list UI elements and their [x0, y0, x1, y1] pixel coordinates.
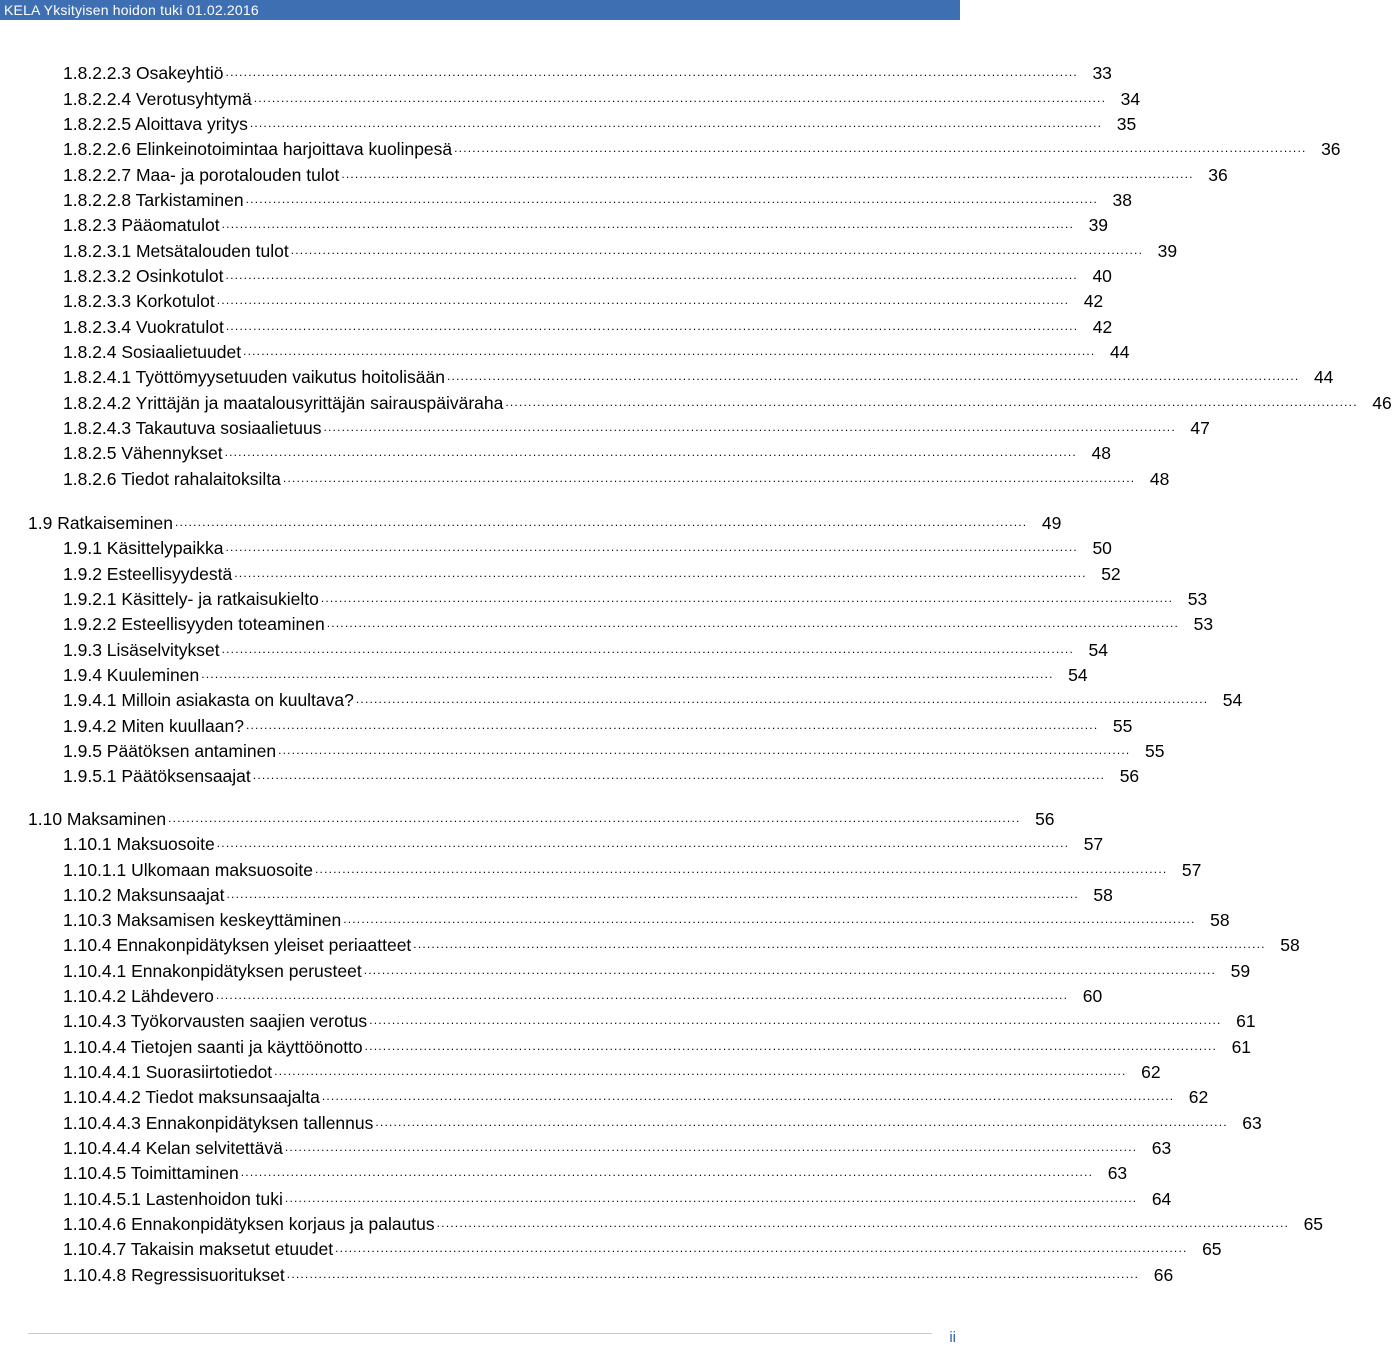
toc-entry-page: 63: [1151, 1138, 1172, 1158]
toc-entry[interactable]: [63, 1161, 1128, 1183]
toc-entry-label: 1.9.5 Päätöksen antaminen: [63, 741, 277, 761]
toc-entry-label: 1.8.2.2.4 Verotusyhtymä: [63, 89, 252, 109]
toc-entry-page: 46: [1372, 393, 1392, 413]
toc-entry-label: 1.10.1 Maksuosoite: [63, 834, 215, 854]
toc-entry-page: 57: [1181, 860, 1202, 880]
toc-entry-page: 48: [1091, 443, 1111, 463]
toc-entry-label: 1.10.4.3 Työkorvausten saajien verotus: [63, 1011, 368, 1031]
toc-entry-page: 44: [1109, 342, 1130, 362]
toc-entry[interactable]: [63, 188, 1133, 210]
toc-dot-leader: ............................................................................................................................................................................................: [240, 1165, 1094, 1179]
toc-entry-label: 1.9.2 Esteellisyydestä: [63, 564, 233, 584]
toc-dot-leader: ............................................................................................................................................................................................: [216, 836, 1070, 850]
toc-entry-label: 1.10.4.5 Toimittaminen: [63, 1163, 239, 1183]
toc-entry-page: 36: [1321, 139, 1341, 159]
toc-entry-page: 61: [1236, 1011, 1256, 1031]
toc-entry-label: 1.9.5.1 Päätöksensaajat: [63, 766, 251, 786]
toc-dot-leader: ............................................................................................................................................................................................: [341, 167, 1194, 181]
toc-entry-page: 66: [1153, 1265, 1174, 1285]
toc-entry[interactable]: [63, 112, 1137, 134]
toc-entry-label: 1.10.4.4 Tietojen saanti ja käyttöönotto: [63, 1037, 363, 1057]
toc-entry-page: 54: [1222, 690, 1243, 710]
toc-dot-leader: ............................................................................................................................................................................................: [201, 667, 1054, 681]
toc-entry[interactable]: [63, 1212, 1324, 1234]
toc-entry-label: 1.10.4.4.3 Ennakonpidätyksen tallennus: [63, 1113, 374, 1133]
toc-entry-page: 39: [1157, 241, 1178, 261]
toc-entry-page: 34: [1120, 89, 1141, 109]
toc-entry[interactable]: [63, 933, 1300, 955]
toc-entry[interactable]: [63, 1136, 1172, 1158]
toc-entry-page: 63: [1107, 1163, 1128, 1183]
toc-entry-page: 40: [1092, 266, 1112, 286]
toc-entry-page: 64: [1151, 1189, 1172, 1209]
toc-entry-page: 53: [1187, 589, 1208, 609]
toc-entry[interactable]: [63, 536, 1112, 558]
toc-entry-page: 61: [1231, 1037, 1252, 1057]
toc-entry-label: 1.8.2.2.5 Aloittava yritys: [63, 114, 248, 134]
toc-entry[interactable]: [63, 908, 1230, 930]
toc-entry-label: 1.10.4.5.1 Lastenhoidon tuki: [63, 1189, 283, 1209]
toc-entry-page: 53: [1193, 614, 1214, 634]
toc-entry-label: 1.10 Maksaminen: [28, 809, 167, 829]
toc-entry-page: 38: [1112, 190, 1133, 210]
toc-entry-label: 1.10.4.7 Takaisin maksetut etuudet: [63, 1239, 334, 1259]
toc-dot-leader: ............................................................................................................................................................................................: [369, 1013, 1222, 1027]
toc-entry[interactable]: [63, 137, 1341, 159]
toc-entry[interactable]: [63, 289, 1104, 311]
toc-dot-leader: ............................................................................................................................................................................................: [375, 1115, 1228, 1129]
toc-entry-page: 58: [1093, 885, 1113, 905]
toc-dot-leader: ............................................................................................................................................................................................: [355, 692, 1209, 706]
toc-entry-label: 1.9.2.2 Esteellisyyden toteaminen: [63, 614, 325, 634]
toc-entry[interactable]: [63, 714, 1133, 736]
toc-entry[interactable]: [63, 1009, 1256, 1031]
toc-dot-leader: ............................................................................................................................................................................................: [323, 420, 1176, 434]
toc-dot-leader: ............................................................................................................................................................................................: [413, 937, 1266, 951]
toc-entry-page: 35: [1116, 114, 1137, 134]
toc-entry-label: 1.8.2.4.2 Yrittäjän ja maatalousyrittäjän sairauspäiväraha: [63, 393, 504, 413]
toc-entry[interactable]: [63, 365, 1334, 387]
toc-entry-label: 1.8.2.4.3 Takautuva sosiaalietuus: [63, 418, 322, 438]
toc-entry[interactable]: [63, 467, 1170, 489]
toc-entry-label: 1.10.4.6 Ennakonpidätyksen korjaus ja palautus: [63, 1214, 435, 1234]
toc-dot-leader: ............................................................................................................................................................................................: [252, 768, 1106, 782]
toc-entry[interactable]: [63, 1060, 1161, 1082]
toc-entry[interactable]: [63, 587, 1208, 609]
toc-dot-leader: ............................................................................................................................................................................................: [364, 1039, 1218, 1053]
toc-entry[interactable]: [63, 1237, 1222, 1259]
toc-entry-page: 44: [1313, 367, 1334, 387]
toc-dot-leader: ............................................................................................................................................................................................: [335, 1241, 1188, 1255]
toc-entry[interactable]: [28, 511, 1062, 533]
toc-entry[interactable]: [63, 739, 1165, 761]
toc-entry-label: 1.8.2.3.1 Metsätalouden tulot: [63, 241, 289, 261]
toc-entry[interactable]: [63, 61, 1112, 83]
toc-dot-leader: ............................................................................................................................................................................................: [225, 540, 1078, 554]
toc-entry[interactable]: [63, 1085, 1209, 1107]
toc-entry-label: 1.10.2 Maksunsaajat: [63, 885, 225, 905]
toc-entry-page: 59: [1230, 961, 1251, 981]
toc-dot-leader: ............................................................................................................................................................................................: [226, 887, 1079, 901]
toc-entry-label: 1.10.4 Ennakonpidätyksen yleiset periaatteet: [63, 935, 412, 955]
toc-entry-page: 48: [1149, 469, 1170, 489]
toc-dot-leader: ............................................................................................................................................................................................: [436, 1216, 1290, 1230]
toc-entry-label: 1.8.2.3.4 Vuokratulot: [63, 317, 224, 337]
toc-dot-leader: ............................................................................................................................................................................................: [215, 988, 1069, 1002]
toc-dot-leader: ............................................................................................................................................................................................: [225, 268, 1078, 282]
toc-entry-label: 1.8.2.2.3 Osakeyhtiö: [63, 63, 224, 83]
toc-dot-leader: ............................................................................................................................................................................................: [505, 395, 1358, 409]
toc-entry-page: 62: [1141, 1062, 1161, 1082]
toc-entry-page: 63: [1242, 1113, 1262, 1133]
toc-dot-leader: ............................................................................................................................................................................................: [245, 718, 1099, 732]
toc-entry-label: 1.10.3 Maksamisen keskeyttäminen: [63, 910, 342, 930]
toc-dot-leader: ............................................................................................................................................................................................: [274, 1064, 1127, 1078]
toc-entry-label: 1.10.4.4.4 Kelan selvitettävä: [63, 1138, 283, 1158]
toc-dot-leader: ............................................................................................................................................................................................: [168, 811, 1021, 825]
toc-dot-leader: ............................................................................................................................................................................................: [321, 1089, 1175, 1103]
toc-entry-label: 1.8.2.4.1 Työttömyysetuuden vaikutus hoitolisään: [63, 367, 446, 387]
toc-entry-page: 65: [1303, 1214, 1324, 1234]
toc-entry[interactable]: [63, 1187, 1172, 1209]
toc-dot-leader: ............................................................................................................................................................................................: [320, 591, 1174, 605]
toc-dot-leader: ............................................................................................................................................................................................: [284, 1140, 1138, 1154]
toc-entry-page: 58: [1210, 910, 1230, 930]
toc-entry[interactable]: [63, 441, 1111, 463]
toc-entry-label: 1.9.2.1 Käsittely- ja ratkaisukielto: [63, 589, 319, 609]
toc-entry[interactable]: [63, 612, 1214, 634]
footer-divider: [28, 1333, 932, 1334]
page-number: ii: [949, 1329, 956, 1346]
toc-entry[interactable]: [63, 213, 1109, 235]
toc-entry[interactable]: [63, 87, 1141, 109]
toc-entry-label: 1.9.1 Käsittelypaikka: [63, 538, 224, 558]
toc-entry-page: 60: [1082, 986, 1103, 1006]
toc-entry-page: 56: [1035, 809, 1055, 829]
toc-entry-label: 1.9.4 Kuuleminen: [63, 665, 200, 685]
toc-entry-label: 1.8.2.5 Vähennykset: [63, 443, 223, 463]
toc-entry[interactable]: [63, 264, 1112, 286]
toc-entry-label: 1.8.2.2.8 Tarkistaminen: [63, 190, 244, 210]
toc-entry-page: 36: [1208, 165, 1228, 185]
toc-dot-leader: ............................................................................................................................................................................................: [363, 963, 1217, 977]
toc-entry[interactable]: [63, 832, 1104, 854]
toc-dot-leader: ............................................................................................................................................................................................: [216, 293, 1070, 307]
toc-entry-page: 33: [1092, 63, 1112, 83]
toc-entry-label: 1.10.4.8 Regressisuoritukset: [63, 1265, 285, 1285]
toc-entry-label: 1.8.2.3.3 Korkotulot: [63, 291, 215, 311]
toc-dot-leader: ............................................................................................................................................................................................: [286, 1267, 1140, 1281]
toc-entry[interactable]: [63, 315, 1113, 337]
toc-entry[interactable]: [63, 984, 1103, 1006]
toc-entry-page: 52: [1101, 564, 1121, 584]
toc-dot-leader: ............................................................................................................................................................................................: [326, 616, 1180, 630]
toc-entry-page: 55: [1145, 741, 1165, 761]
toc-dot-leader: ............................................................................................................................................................................................: [284, 1191, 1138, 1205]
toc-dot-leader: ............................................................................................................................................................................................: [253, 91, 1107, 105]
toc-entry[interactable]: [63, 764, 1140, 786]
toc-dot-leader: ............................................................................................................................................................................................: [245, 192, 1099, 206]
document-header-title: KELA Yksityisen hoidon tuki 01.02.2016: [4, 2, 259, 18]
toc-entry-label: 1.10.1.1 Ulkomaan maksuosoite: [63, 860, 313, 880]
toc-entry-page: 56: [1119, 766, 1140, 786]
toc-entry-label: 1.9.4.1 Milloin asiakasta on kuultava?: [63, 690, 354, 710]
toc-entry-page: 57: [1083, 834, 1104, 854]
toc-dot-leader: ............................................................................................................................................................................................: [234, 566, 1087, 580]
toc-entry-label: 1.10.4.4.2 Tiedot maksunsaajalta: [63, 1087, 320, 1107]
toc-entry[interactable]: [63, 1035, 1252, 1057]
toc-dot-leader: ............................................................................................................................................................................................: [221, 217, 1075, 231]
toc-entry-page: 54: [1088, 640, 1108, 660]
toc-dot-leader: ............................................................................................................................................................................................: [225, 319, 1079, 333]
toc-entry-label: 1.10.4.1 Ennakonpidätyksen perusteet: [63, 961, 362, 981]
toc-entry-label: 1.8.2.2.6 Elinkeinotoimintaa harjoittava kuolinpesä: [63, 139, 453, 159]
toc-entry-page: 42: [1083, 291, 1104, 311]
toc-entry-page: 47: [1190, 418, 1210, 438]
toc-dot-leader: ............................................................................................................................................................................................: [249, 116, 1103, 130]
toc-entry[interactable]: [63, 883, 1113, 905]
toc-entry[interactable]: [63, 416, 1210, 438]
toc-entry-page: 55: [1112, 716, 1133, 736]
toc-dot-leader: ............................................................................................................................................................................................: [290, 243, 1144, 257]
toc-entry-label: 1.8.2.6 Tiedot rahalaitoksilta: [63, 469, 281, 489]
toc-entry-page: 39: [1088, 215, 1109, 235]
toc-dot-leader: ............................................................................................................................................................................................: [343, 912, 1196, 926]
toc-entry-page: 62: [1188, 1087, 1209, 1107]
toc-entry[interactable]: [63, 663, 1088, 685]
toc-entry-label: 1.8.2.2.7 Maa- ja porotalouden tulot: [63, 165, 340, 185]
toc-entry[interactable]: [63, 163, 1228, 185]
toc-entry-page: 58: [1280, 935, 1300, 955]
toc-entry[interactable]: [63, 340, 1130, 362]
toc-dot-leader: ............................................................................................................................................................................................: [315, 862, 1168, 876]
toc-entry-label: 1.9.4.2 Miten kuullaan?: [63, 716, 244, 736]
toc-dot-leader: ............................................................................................................................................................................................: [282, 471, 1136, 485]
toc-entry-page: 50: [1092, 538, 1112, 558]
toc-entry-label: 1.9 Ratkaiseminen: [28, 513, 173, 533]
toc-entry-page: 49: [1041, 513, 1062, 533]
toc-entry[interactable]: [63, 959, 1251, 981]
toc-entry[interactable]: [63, 391, 1392, 413]
toc-entry[interactable]: [28, 807, 1055, 829]
toc-entry[interactable]: [63, 239, 1178, 261]
toc-entry-label: 1.9.3 Lisäselvitykset: [63, 640, 220, 660]
toc-entry-label: 1.10.4.4.1 Suorasiirtotiedot: [63, 1062, 273, 1082]
toc-entry-label: 1.8.2.3.2 Osinkotulot: [63, 266, 224, 286]
toc-entry[interactable]: [63, 1263, 1174, 1285]
toc-dot-leader: ............................................................................................................................................................................................: [224, 445, 1077, 459]
toc-dot-leader: ............................................................................................................................................................................................: [278, 743, 1131, 757]
toc-dot-leader: ............................................................................................................................................................................................: [454, 141, 1307, 155]
toc-entry[interactable]: [63, 1111, 1262, 1133]
toc-entry-label: 1.8.2.3 Pääomatulot: [63, 215, 220, 235]
toc-dot-leader: ............................................................................................................................................................................................: [447, 369, 1300, 383]
toc-entry[interactable]: [63, 638, 1108, 660]
toc-entry[interactable]: [63, 688, 1243, 710]
toc-entry-page: 54: [1068, 665, 1088, 685]
toc-dot-leader: ............................................................................................................................................................................................: [243, 344, 1096, 358]
toc-entry-page: 42: [1092, 317, 1113, 337]
toc-dot-leader: ............................................................................................................................................................................................: [221, 642, 1074, 656]
toc-entry-label: 1.10.4.2 Lähdevero: [63, 986, 214, 1006]
toc-entry[interactable]: [63, 562, 1121, 584]
toc-entry-page: 65: [1202, 1239, 1222, 1259]
toc-entry[interactable]: [63, 858, 1202, 880]
toc-entry-label: 1.8.2.4 Sosiaalietuudet: [63, 342, 242, 362]
toc-dot-leader: ............................................................................................................................................................................................: [225, 65, 1078, 79]
toc-dot-leader: ............................................................................................................................................................................................: [174, 515, 1028, 529]
